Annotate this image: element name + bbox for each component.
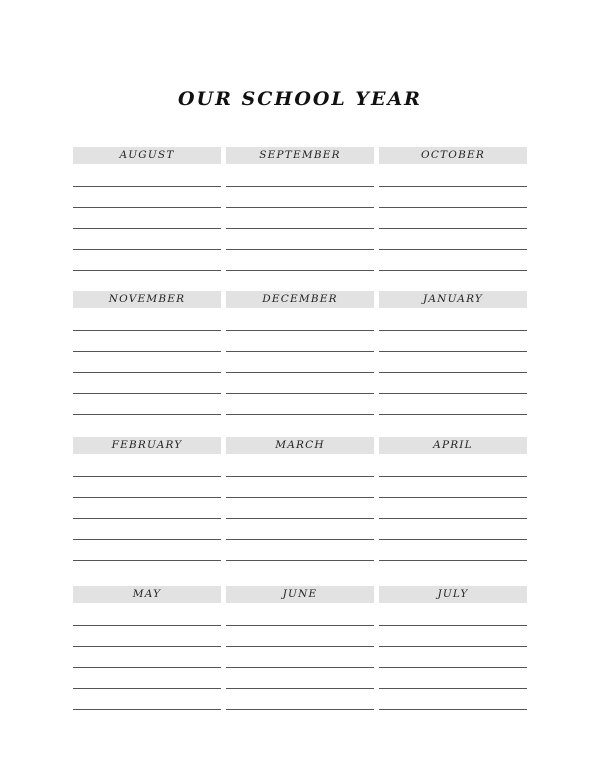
month-header: APRIL bbox=[379, 437, 527, 454]
write-line bbox=[73, 646, 221, 647]
write-line bbox=[379, 207, 527, 208]
write-line bbox=[226, 249, 374, 250]
write-line bbox=[73, 393, 221, 394]
month-header: OCTOBER bbox=[379, 147, 527, 164]
write-line bbox=[73, 539, 221, 540]
write-line bbox=[379, 625, 527, 626]
write-line bbox=[226, 539, 374, 540]
write-line bbox=[379, 518, 527, 519]
write-line bbox=[379, 330, 527, 331]
month-block-november bbox=[73, 291, 221, 421]
write-line bbox=[379, 414, 527, 415]
write-line bbox=[73, 667, 221, 668]
month-header: JANUARY bbox=[379, 291, 527, 308]
write-line bbox=[73, 709, 221, 710]
write-line bbox=[379, 270, 527, 271]
month-header: DECEMBER bbox=[226, 291, 374, 308]
month-block-may bbox=[73, 586, 221, 716]
write-line bbox=[379, 186, 527, 187]
month-header: SEPTEMBER bbox=[226, 147, 374, 164]
month-header: AUGUST bbox=[73, 147, 221, 164]
write-line bbox=[379, 560, 527, 561]
write-line bbox=[226, 186, 374, 187]
write-line bbox=[73, 560, 221, 561]
write-line bbox=[379, 372, 527, 373]
write-line bbox=[73, 372, 221, 373]
write-line bbox=[226, 667, 374, 668]
month-block-october bbox=[379, 147, 527, 277]
write-line bbox=[226, 476, 374, 477]
write-line bbox=[379, 646, 527, 647]
month-block-july bbox=[379, 586, 527, 716]
month-header: MAY bbox=[73, 586, 221, 603]
write-line bbox=[226, 330, 374, 331]
write-line bbox=[379, 249, 527, 250]
month-block-february bbox=[73, 437, 221, 567]
month-header: NOVEMBER bbox=[73, 291, 221, 308]
write-line bbox=[73, 228, 221, 229]
write-line bbox=[226, 351, 374, 352]
month-header: FEBRUARY bbox=[73, 437, 221, 454]
month-header: JULY bbox=[379, 586, 527, 603]
write-line bbox=[379, 228, 527, 229]
write-line bbox=[226, 372, 374, 373]
write-line bbox=[73, 518, 221, 519]
write-line bbox=[226, 393, 374, 394]
write-line bbox=[73, 476, 221, 477]
write-line bbox=[73, 688, 221, 689]
write-line bbox=[379, 709, 527, 710]
write-line bbox=[379, 667, 527, 668]
write-line bbox=[379, 539, 527, 540]
write-line bbox=[73, 414, 221, 415]
write-line bbox=[226, 646, 374, 647]
month-block-december bbox=[226, 291, 374, 421]
write-line bbox=[226, 688, 374, 689]
write-line bbox=[379, 351, 527, 352]
write-line bbox=[226, 560, 374, 561]
write-line bbox=[226, 414, 374, 415]
month-block-august bbox=[73, 147, 221, 277]
month-block-january bbox=[379, 291, 527, 421]
write-line bbox=[73, 497, 221, 498]
month-header: MARCH bbox=[226, 437, 374, 454]
write-line bbox=[379, 393, 527, 394]
write-line bbox=[73, 625, 221, 626]
month-block-april bbox=[379, 437, 527, 567]
write-line bbox=[73, 186, 221, 187]
write-line bbox=[379, 497, 527, 498]
month-header: JUNE bbox=[226, 586, 374, 603]
write-line bbox=[379, 476, 527, 477]
page-title: OUR SCHOOL YEAR bbox=[178, 88, 422, 110]
write-line bbox=[226, 709, 374, 710]
write-line bbox=[226, 625, 374, 626]
write-line bbox=[73, 330, 221, 331]
write-line bbox=[226, 207, 374, 208]
write-line bbox=[226, 518, 374, 519]
month-block-march bbox=[226, 437, 374, 567]
write-line bbox=[226, 228, 374, 229]
write-line bbox=[73, 351, 221, 352]
write-line bbox=[379, 688, 527, 689]
month-block-september bbox=[226, 147, 374, 277]
month-block-june bbox=[226, 586, 374, 716]
write-line bbox=[226, 497, 374, 498]
write-line bbox=[73, 249, 221, 250]
write-line bbox=[73, 270, 221, 271]
write-line bbox=[73, 207, 221, 208]
write-line bbox=[226, 270, 374, 271]
